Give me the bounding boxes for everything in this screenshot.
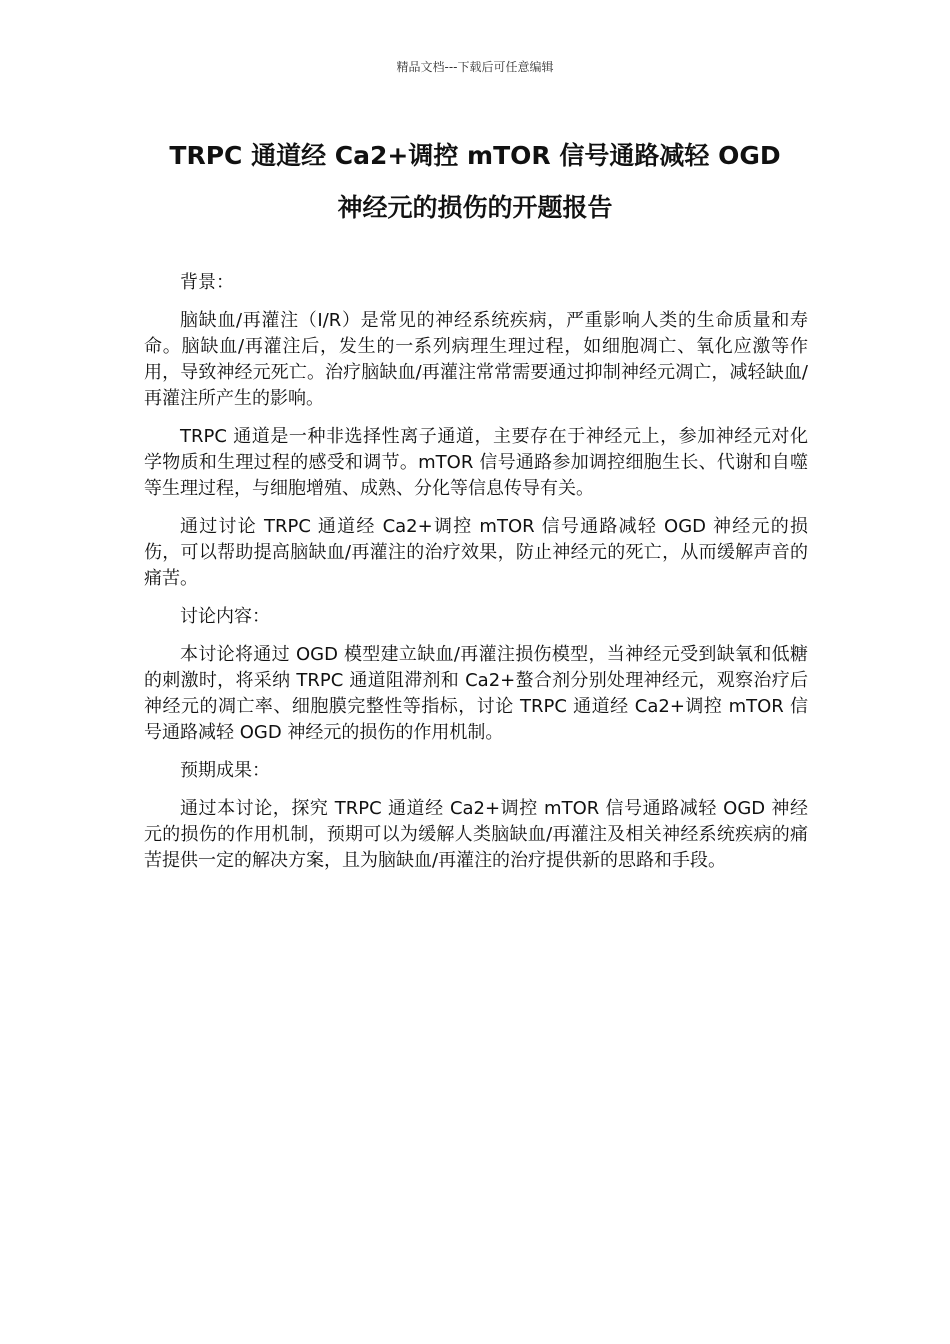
paragraph-methods: 本讨论将通过 OGD 模型建立缺血/再灌注损伤模型，当神经元受到缺氧和低糖的刺激时，将采纳 TRPC 通道阻滞剂和 Ca2+螯合剂分别处理神经元，观察治疗后神经元的凋亡率、细胞膜完整性等指标，讨论 TRPC 通道经 Ca2+调控 mTOR 信号通路减轻 OGD 神经元的损伤的作用机制。 xyxy=(144,644,808,743)
section-heading-content: 讨论内容： xyxy=(180,606,270,627)
section-heading-outcomes: 预期成果： xyxy=(180,760,270,781)
title-line-2: 神经元的损伤的开题报告 xyxy=(337,193,613,222)
header-note: 精品文档---下载后可任意编辑 xyxy=(396,60,554,74)
paragraph-outcomes: 通过本讨论，探究 TRPC 通道经 Ca2+调控 mTOR 信号通路减轻 OGD 神经元的损伤的作用机制，预期可以为缓解人类脑缺血/再灌注及相关神经系统疾病的痛苦提供一定的解决方案，且为脑缺血/再灌注的治疗提供新的思路和手段。 xyxy=(144,798,808,871)
title-line-1: TRPC 通道经 Ca2+调控 mTOR 信号通路减轻 OGD xyxy=(169,141,781,170)
document-title xyxy=(120,130,830,234)
paragraph-ischemia: 脑缺血/再灌注（I/R）是常见的神经系统疾病，严重影响人类的生命质量和寿命。脑缺血/再灌注后，发生的一系列病理生理过程，如细胞凋亡、氧化应激等作用，导致神经元死亡。治疗脑缺血/再灌注常常需要通过抑制神经元凋亡，减轻缺血/再灌注所产生的影响。 xyxy=(144,310,808,409)
document-body xyxy=(144,270,808,886)
paragraph-significance: 通过讨论 TRPC 通道经 Ca2+调控 mTOR 信号通路减轻 OGD 神经元的损伤，可以帮助提高脑缺血/再灌注的治疗效果，防止神经元的死亡，从而缓解声音的痛苦。 xyxy=(144,516,808,589)
paragraph-trpc-mtor: TRPC 通道是一种非选择性离子通道，主要存在于神经元上，参加神经元对化学物质和生理过程的感受和调节。mTOR 信号通路参加调控细胞生长、代谢和自噬等生理过程，与细胞增殖、成熟、分化等信息传导有关。 xyxy=(144,426,808,499)
section-heading-background: 背景： xyxy=(180,272,234,293)
